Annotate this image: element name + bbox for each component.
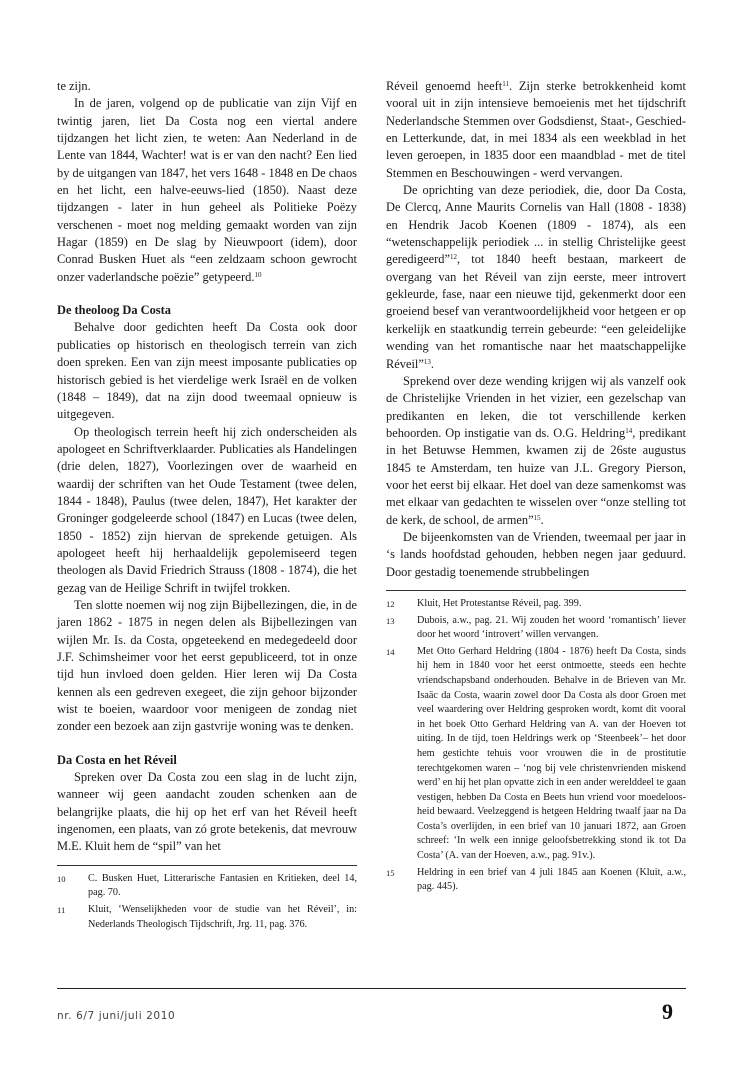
footnote-text: Met Otto Gerhard Heldring (1804 - 1876) heeft Da Costa, sinds hij hem in 1840 voor het eerst ontmoette, steeds een hechte vriendschapsband onderhouden. Behalve in de Brieven van Mr. Isaäc da Costa, waarin zowel door Da Costa als door Groen met veel waardering over Heldring gesproken wordt, komt dit vooral in het boek Otto Gerhard Heldring van A. van der Hoeven tot uiting. In de tijd, toen Heldrings werk op ‘Steenbeek’– het door hem gestichte tehuis voor vrouwen die in de prostitutie terechtgekomen waren – ‘nog bij vele christenvrienden miskend werd’ en hij het plan opvatte zich in een ander werelddeel te gaan vestigen, hebben Da Costa en Beets hun vriend voor moedeloosheid bewaard. Veelzeggend is hetgeen Heldring twaalf jaar na Da Costa’s overlijden, in een brief van 10 januari 1872, aan Groen schreef: ‘In welk een innige geloofsbetrekking stond ik tot Da Costa’ (A. van der Hoeven, a.w., pag. 91v.).	[417, 645, 686, 862]
page-number: 9	[662, 999, 673, 1024]
footnote-ref: 11	[502, 80, 509, 88]
paragraph-text: .	[430, 356, 434, 371]
footnote-rule	[57, 865, 357, 866]
footnote-text: Dubois, a.w., pag. 21. Wij zouden het woord ‘romantisch’ liever door het woord ‘introvert’ willen vervangen.	[417, 614, 686, 641]
section-heading-theoloog: De theoloog Da Costa	[57, 303, 171, 318]
paragraph-text: .	[540, 512, 544, 527]
right-column	[386, 78, 686, 897]
paragraph-text: Réveil genoemd heeft	[386, 79, 503, 93]
footnote-text: Heldring in een brief van 4 juli 1845 aan Koenen (Kluit, a.w., pag. 445).	[417, 866, 686, 893]
footnote-text: Kluit, ‘Wenselijkheden voor de studie van het Réveil’, in: Nederlands Theologisch Tijdschrift, Jrg. 11, pag. 376.	[88, 903, 357, 930]
paragraph-vrienden	[386, 373, 686, 529]
paragraph-apologeet: Op theologisch terrein heeft hij zich onderscheiden als apologeet en Schriftverklaarder. Publicaties als Handelingen (drie delen, 1827), Voorlezingen over de waarheid en waardij der schriften van het Oude Testament (twee delen, 1844 - 1848), Paulus (twee delen, 1847), Het karakter der Groninger godgeleerde school (1847) en Lucas (twee delen, 1850 - 1852) zijn hiervan de sprekende getuigen. Als apologeet heeft hij herhaaldelijk gepolemiseerd tegen theologen als David Friedrich Strauss (1808 - 1874), die het gezag van de Heilige Schrift in twijfel trokken.	[57, 424, 357, 595]
footnote-ref: 10	[254, 270, 262, 279]
paragraph-text: Sprekend over deze wending krijgen wij als vanzelf ook de Christelijke Vrienden in het vizier, een gezelschap van predikanten en leken, die tot verschillende kerken behoorden. Op instigatie van ds. O.G. Heldring	[386, 373, 686, 440]
paragraph-text: In de jaren, volgend op de publicatie van zijn Vijf en twintig jaren, liet Da Costa nog een viertal andere tijdzangen het licht zien, te weten: Aan Nederland in de Lente van 1844, Wachter! wat is er van den nacht? Een lied by de uitgangen van 1847, het vers 1648 - 1848 en De chaos en het licht, een halve-eeuws-lied (1850). Naast deze tijdzangen - later in hun geheel als Politieke Poëzy verschenen - moet nog melding gemaakt worden van zijn Hagar (1859) en De slag by Nieuwpoort (idem), door Conrad Busken Huet als “een zeldzaam schoon gewrocht onzer vaderlandsche poëzie” getypeerd.	[57, 96, 357, 284]
section-heading-reveil: Da Costa en het Réveil	[57, 752, 177, 767]
footnote-number: 14	[386, 646, 395, 657]
footnote-text: C. Busken Huet, Litterarische Fantasien en Kritieken, deel 14, pag. 70.	[88, 872, 357, 899]
paragraph-reveil: Spreken over Da Costa zou een slag in de lucht zijn, wanneer wij geen aandacht zouden schenken aan de belangrijke plaats, die hij op het erf van het Réveil heeft ingenomen, een plaats, van zó grote betekenis, dat mevrouw M.E. Kluit hem de “spil” van het	[57, 770, 357, 854]
footnote-rule	[386, 590, 686, 591]
footnote-number: 15	[386, 867, 395, 878]
footer-rule	[57, 988, 686, 989]
paragraph-publicaties: Behalve door gedichten heeft Da Costa ook door publicaties op historisch en theologisch terrein van zich doen spreken. Een van zijn meest imposante publicaties op historisch gebied is het vierdelige werk Israël en de volken (1848 – 1849), dat na zijn dood tweemaal opnieuw is uitgegeven.	[57, 320, 357, 422]
footnote	[386, 614, 686, 643]
paragraph-text: , predikant in het Betuwse Hemmen, kwamen zij de 26ste augustus 1845 te Amsterdam, ten huize van J.L. Gregory Pierson, voor het eerst bij elkaar. Het doel van deze samenkomst was met elkaar van gedachten te wisselen over “onze stelling tot de kerk, de school, de armen”	[386, 425, 686, 527]
footnote	[386, 866, 686, 895]
footnote-number: 10	[57, 873, 66, 884]
footnote	[386, 645, 686, 864]
paragraph-text: . Zijn sterke betrokkenheid komt vooral uit in zijn intensieve bemoeienis met het tijdschrift Nederlandsche Stemmen over Godsdienst, Staat-, Geschied- en Letterkunde, dat, in mei 1834 als een weekblad in het leven geroepen, in 1835 door een maandblad - met de titel Stemmen en Beschouwingen - werd vervangen.	[386, 79, 686, 180]
footnote-number: 11	[57, 904, 66, 915]
paragraph-bijbellezingen: Ten slotte noemen wij nog zijn Bijbellezingen, die, in de jaren 1862 - 1875 in negen delen als Bijbellezingen van wijlen Mr. Is. da Costa, opgeteekend en medegedeeld door J.F. Schimsheimer voor het eerst gepubliceerd, tot in onze tijd hun invloed doen gelden. Hier leren wij Da Costa kennen als een gedreven exegeet, die zijn gehoor bijzonder wist te boeien, waardoor voor menigeen de zondag niet zonder een bezoek aan zijn gastvrije woning was te denken.	[57, 597, 357, 734]
footnote-ref: 13	[423, 357, 431, 366]
footnotes-right	[386, 597, 686, 895]
paragraph-oprichting	[386, 182, 686, 373]
footnote-ref: 12	[449, 253, 457, 262]
paragraph-text: De oprichting van deze periodiek, die, door Da Costa, De Clercq, Anne Maurits Cornelis van Hall (1808 - 1838) en Hendrik Jacob Koenen (1809 - 1874), als een “wetenschappelijk periodiek ... in stellig Christelijke geest geredigeerd”	[386, 183, 686, 267]
paragraph-text: , tot 1840 heeft bestaan, markeert de overgang van het Réveil van zijn eerste, meer introvert gekleurde, fase, naar een nieuwe tijd, gekenmerkt door een groeiend besef van verantwoordelijkheid voor hetgeen er op kerkelijk en staatkundig terrein gebeurde: “een geleidelijke wending van het romantische naar het maatschappelijke Réveil”	[386, 252, 686, 371]
footnote	[386, 597, 686, 612]
footnote-text: Kluit, Het Protestantse Réveil, pag. 399.	[417, 597, 582, 609]
footnote	[57, 903, 357, 932]
footnote-ref: 15	[533, 513, 541, 522]
left-column	[57, 78, 357, 934]
footnote	[57, 872, 357, 901]
paragraph-continuation: te zijn.	[57, 79, 91, 93]
paragraph-stemmen	[386, 78, 686, 182]
paragraph-tijdzangen	[57, 95, 357, 286]
footnote-ref: 14	[625, 426, 633, 435]
issue-label: nr. 6/7 juni/juli 2010	[57, 1010, 176, 1022]
footnote-number: 12	[386, 598, 395, 609]
footnotes-left	[57, 872, 357, 932]
footnote-number: 13	[386, 615, 395, 626]
paragraph-bijeenkomsten: De bijeenkomsten van de Vrienden, tweemaal per jaar in ‘s lands hoofdstad gehouden, hebben negen jaar geduurd. Door gestadig toenemende strubbelingen	[386, 529, 686, 579]
